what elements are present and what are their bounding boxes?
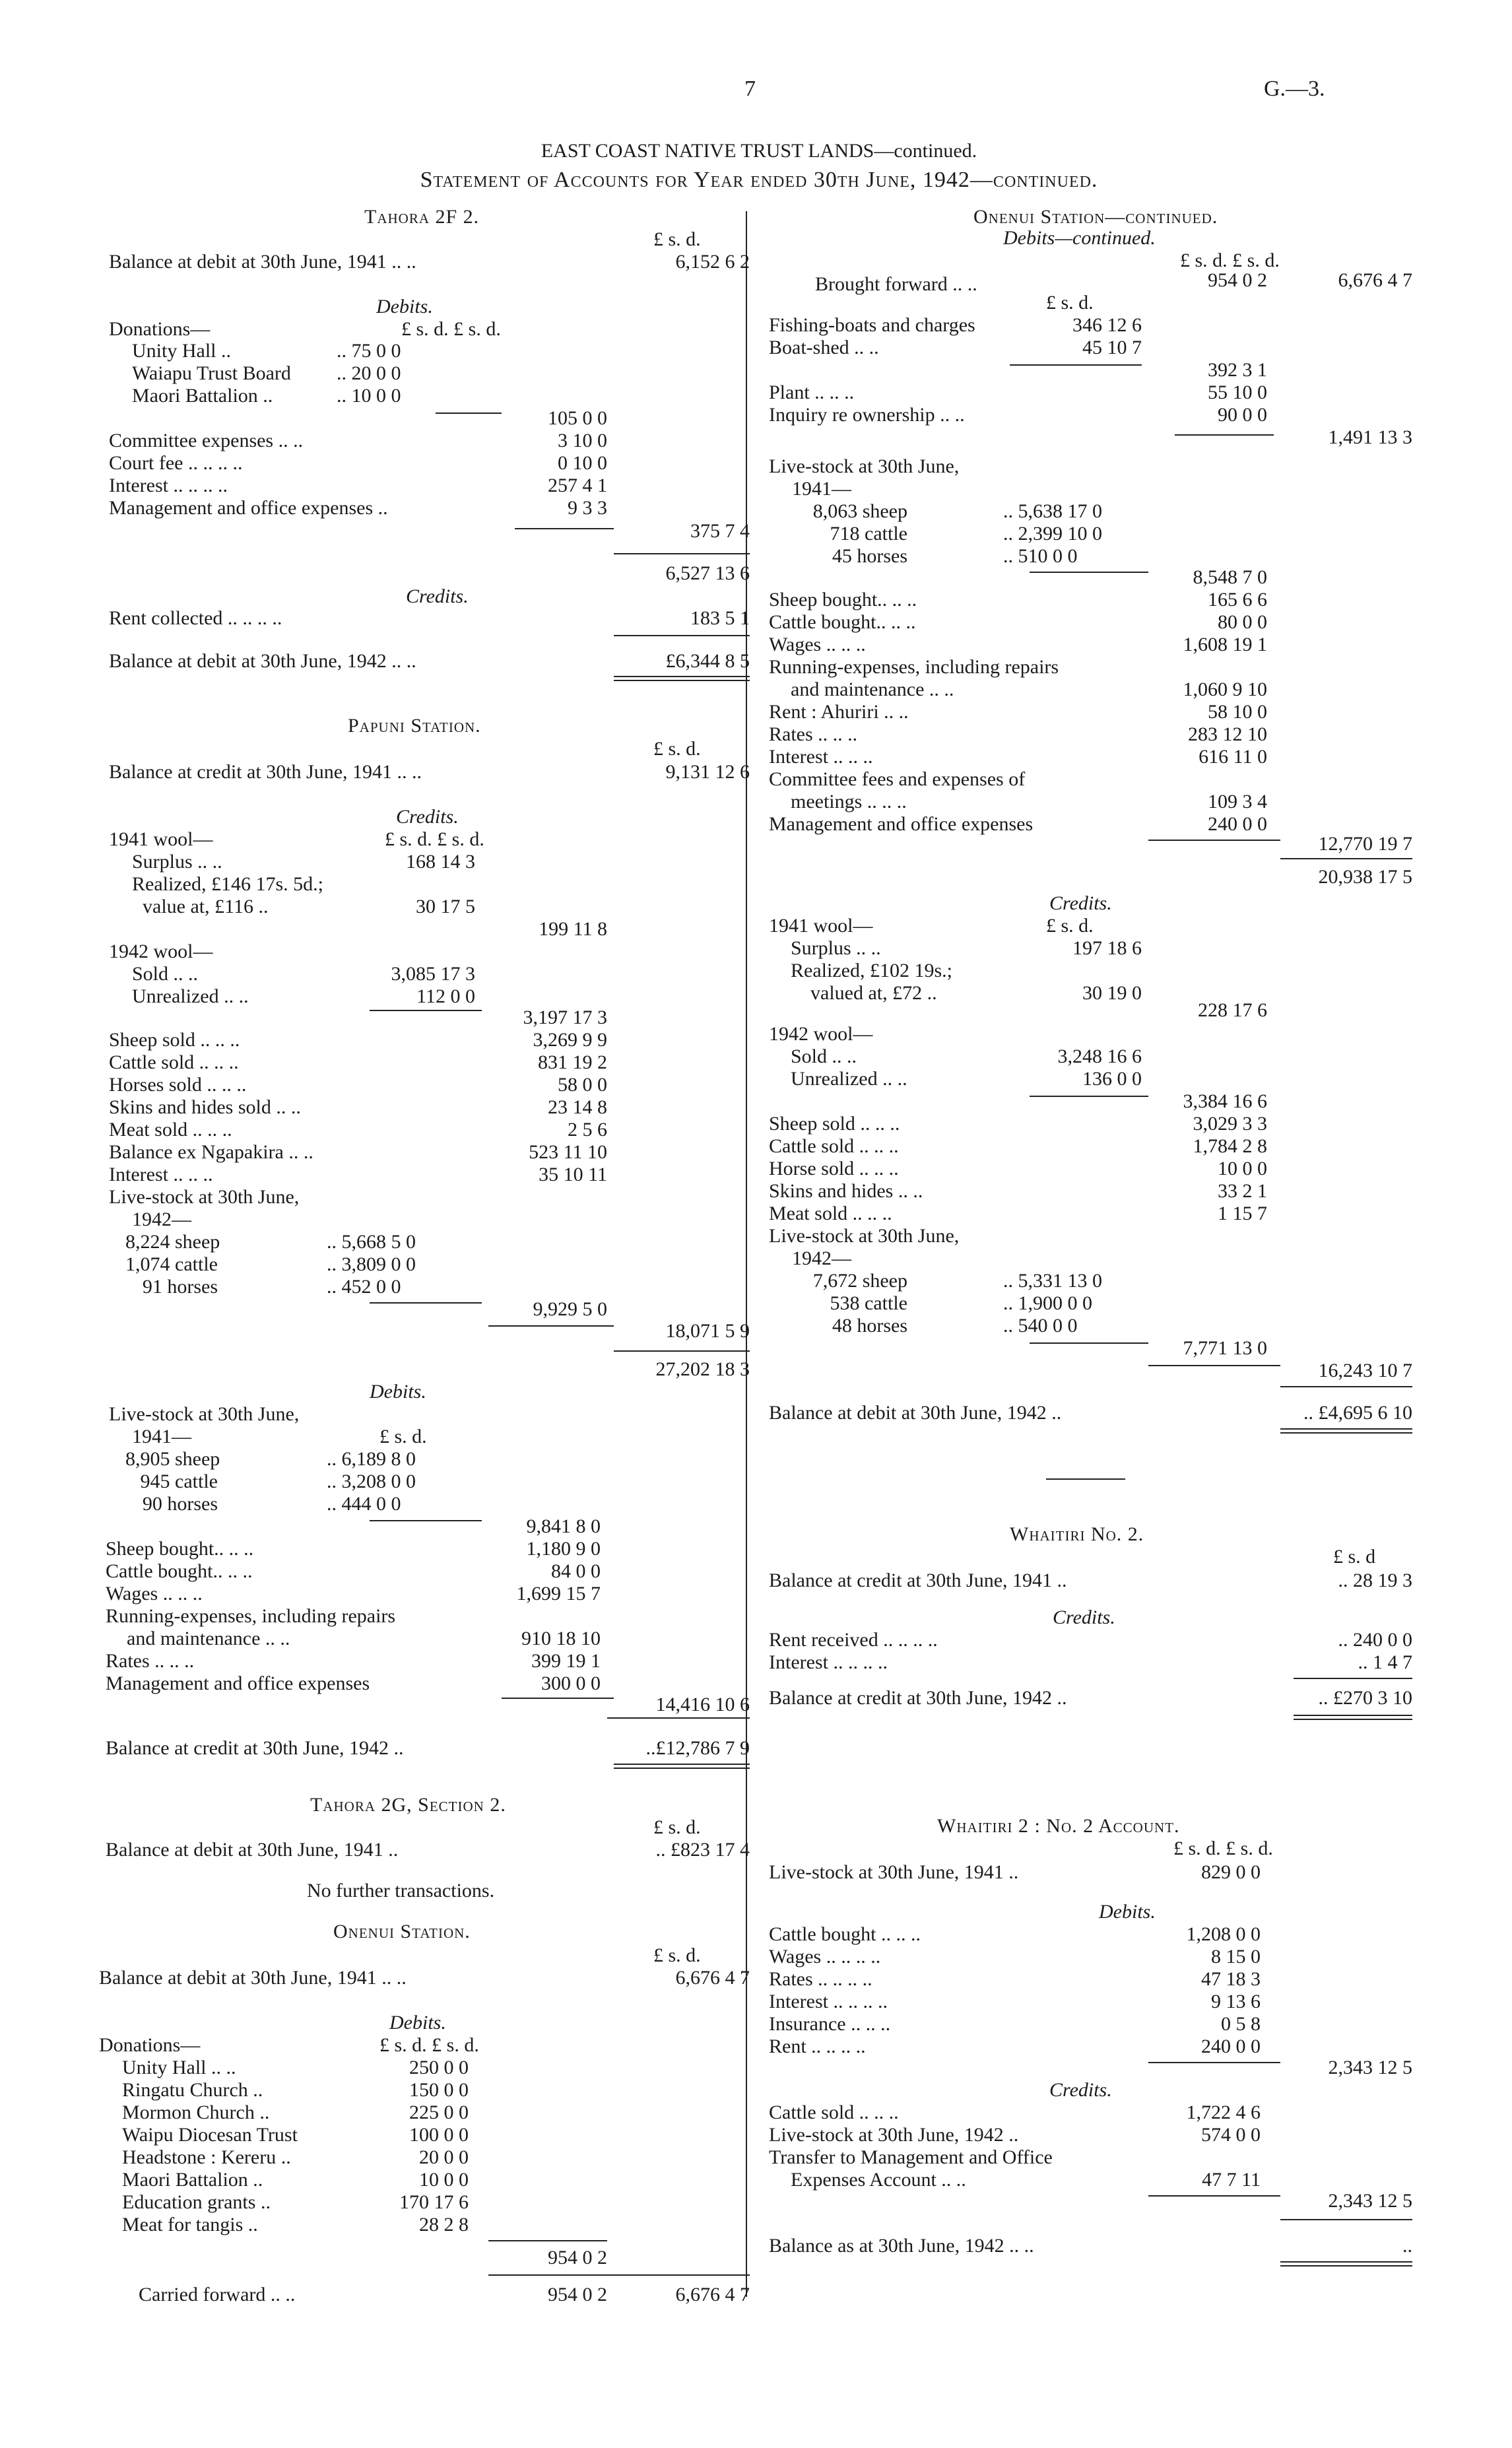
list-item-value: 55 10 0 xyxy=(1208,381,1267,403)
onenui-carried-value2: 6,676 4 7 xyxy=(675,2284,750,2305)
rule xyxy=(1030,1342,1148,1344)
rule xyxy=(1030,1096,1148,1097)
list-item-value: 574 0 0 xyxy=(1201,2124,1261,2146)
rule xyxy=(1148,2062,1280,2063)
onenui-debits-total: 12,770 19 7 xyxy=(1318,833,1412,855)
onenui-livestock-total: 8,548 7 0 xyxy=(1193,566,1267,588)
tahora2f2-opening-label: Balance at debit at 30th June, 1941 .. .. xyxy=(109,251,416,273)
papuni-wool1941-total: 199 11 8 xyxy=(539,918,607,940)
list-item: and maintenance .. .. xyxy=(127,1628,290,1649)
onenui-wool1941-label: 1941 wool— xyxy=(769,915,873,937)
onenui-group1-total: 392 3 1 xyxy=(1208,359,1267,381)
list-item: Meat sold .. .. .. xyxy=(109,1119,232,1141)
onenui-brought-value2: 6,676 4 7 xyxy=(1338,269,1412,291)
list-item: Unrealized .. .. xyxy=(791,1068,907,1090)
rule xyxy=(1294,1678,1412,1679)
onenui-cont-subheading: Debits—continued. xyxy=(1003,227,1156,249)
papuni-sum: 27,202 18 3 xyxy=(655,1358,750,1380)
onenui-livestock-year: 1941— xyxy=(792,478,851,500)
onenui-credits-total: 16,243 10 7 xyxy=(1318,1360,1412,1381)
rule xyxy=(488,2274,750,2276)
list-item: Waiapu Trust Board xyxy=(132,362,291,384)
list-item-value: .. 3,208 0 0 xyxy=(327,1471,416,1492)
papuni-livestock-year: 1942— xyxy=(132,1208,191,1230)
tahora2f2-rent-value: 183 5 1 xyxy=(690,607,750,629)
list-item: 1,074 cattle xyxy=(125,1253,218,1275)
list-item: Insurance .. .. .. xyxy=(769,2013,891,2035)
onenui-wool1942-total: 3,384 16 6 xyxy=(1183,1090,1267,1112)
papuni-debits-total: 14,416 10 6 xyxy=(655,1694,750,1715)
list-item: Cattle sold .. .. .. xyxy=(769,2101,899,2123)
onenui-wool1942-label: 1942 wool— xyxy=(769,1023,873,1045)
list-item-value: 3 10 0 xyxy=(558,430,607,451)
list-item: Running-expenses, including repairs xyxy=(769,656,1059,678)
onenui-subtotal1: 1,491 13 3 xyxy=(1328,426,1412,448)
rule xyxy=(1280,2219,1412,2220)
onenui-closing-label: Balance at debit at 30th June, 1942 .. xyxy=(769,1402,1062,1424)
list-item-value: 150 0 0 xyxy=(409,2079,469,2101)
tahora2g-heading: Tahora 2G, Section 2. xyxy=(310,1794,506,1816)
list-item-value: 33 2 1 xyxy=(1218,1180,1267,1202)
list-item: Rates .. .. .. xyxy=(769,723,858,745)
list-item-value: .. 1 4 7 xyxy=(1358,1651,1412,1673)
rule xyxy=(370,1302,482,1304)
list-item-value: 10 0 0 xyxy=(1218,1158,1267,1179)
tahora2f2-debits-heading: Debits. xyxy=(376,296,433,317)
list-item: Meat sold .. .. .. xyxy=(769,1203,892,1224)
papuni-currency: £ s. d. xyxy=(653,738,701,760)
whaitiri2acc-closing-label: Balance as at 30th June, 1942 .. .. xyxy=(769,2235,1034,2257)
whaitiri2-opening-label: Balance at credit at 30th June, 1941 .. xyxy=(769,1570,1067,1591)
list-item-value: 28 2 8 xyxy=(419,2214,469,2235)
whaitiri2acc-heading: Whaitiri 2 : No. 2 Account. xyxy=(937,1815,1180,1837)
list-item: and maintenance .. .. xyxy=(791,678,954,700)
rule xyxy=(1280,1386,1412,1387)
list-item-value: 9 3 3 xyxy=(568,497,607,519)
list-item: 8,905 sheep xyxy=(125,1448,220,1470)
rule xyxy=(1148,840,1280,841)
onenui-donations-label: Donations— xyxy=(99,2034,201,2056)
onenui-livestock42-label: Live-stock at 30th June, xyxy=(769,1225,960,1247)
list-item: Skins and hides sold .. .. xyxy=(109,1096,301,1118)
onenui-brought-value: 954 0 2 xyxy=(1208,269,1267,291)
rule xyxy=(370,1010,482,1011)
rule xyxy=(1280,2265,1412,2266)
onenui-opening-value: 6,676 4 7 xyxy=(675,1967,750,1989)
list-item-value: 80 0 0 xyxy=(1218,611,1267,633)
list-item-value: 240 0 0 xyxy=(1208,813,1267,835)
rule xyxy=(1294,1715,1412,1716)
tahora2f2-donations-label: Donations— xyxy=(109,318,211,340)
papuni-livestock-label: Live-stock at 30th June, xyxy=(109,1186,300,1208)
rule xyxy=(614,553,750,554)
list-item: Maori Battalion .. xyxy=(122,2169,263,2191)
tahora2g-opening-value: .. £823 17 4 xyxy=(655,1839,750,1861)
whaitiri2-opening-value: .. 28 19 3 xyxy=(1338,1570,1412,1591)
rule xyxy=(488,2240,607,2241)
whaitiri2-closing-label: Balance at credit at 30th June, 1942 .. xyxy=(769,1687,1067,1709)
list-item-value: .. 20 0 0 xyxy=(337,362,401,384)
list-item: 718 cattle xyxy=(830,523,907,545)
list-item: Surplus .. .. xyxy=(132,851,222,873)
list-item: Cattle sold .. .. .. xyxy=(769,1135,899,1157)
whaitiri2acc-debits-heading: Debits. xyxy=(1099,1901,1156,1923)
papuni-wool1941-label: 1941 wool— xyxy=(109,828,213,850)
whaitiri2acc-columns: £ s. d. £ s. d. xyxy=(1173,1837,1273,1859)
rule xyxy=(370,1520,482,1521)
list-item-value: 0 10 0 xyxy=(558,452,607,474)
rule xyxy=(1175,434,1274,436)
list-item: value at, £116 .. xyxy=(143,896,269,917)
list-item: Running-expenses, including repairs xyxy=(106,1605,396,1627)
list-item-value: 20 0 0 xyxy=(419,2146,469,2168)
papuni-debits-heading: Debits. xyxy=(370,1381,426,1403)
tahora2f2-debit-columns: £ s. d. £ s. d. xyxy=(401,318,501,340)
tahora2g-note: No further transactions. xyxy=(307,1880,495,1902)
papuni-livestock1941-label: Live-stock at 30th June, xyxy=(109,1403,300,1425)
list-item: Ringatu Church .. xyxy=(122,2079,263,2101)
list-item-value: 346 12 6 xyxy=(1072,314,1142,336)
list-item-value: 257 4 1 xyxy=(548,475,607,496)
list-item: 7,672 sheep xyxy=(812,1270,907,1292)
list-item-value: 10 0 0 xyxy=(419,2169,469,2191)
list-item-value: 910 18 10 xyxy=(521,1628,601,1649)
list-item-value: .. 10 0 0 xyxy=(337,385,401,407)
papuni-wool1942-label: 1942 wool— xyxy=(109,941,213,962)
tahora2f2-closing-value: £6,344 8 5 xyxy=(665,650,750,672)
list-item-value: .. 3,809 0 0 xyxy=(327,1253,416,1275)
list-item-value: 3,248 16 6 xyxy=(1057,1045,1142,1067)
list-item: Maori Battalion .. xyxy=(132,385,273,407)
rule xyxy=(614,1350,750,1352)
tahora2f2-donations-total: 105 0 0 xyxy=(548,407,607,429)
list-item: Fishing-boats and charges xyxy=(769,314,975,336)
list-item-value: 197 18 6 xyxy=(1072,937,1142,959)
list-item: Interest .. .. .. .. xyxy=(109,475,228,496)
list-item-value: 58 10 0 xyxy=(1208,701,1267,723)
list-item: Sold .. .. xyxy=(791,1045,857,1067)
papuni-opening-label: Balance at credit at 30th June, 1941 .. .. xyxy=(109,761,422,783)
papuni-credits-total: 18,071 5 9 xyxy=(665,1320,750,1342)
list-item: Unity Hall .. xyxy=(132,340,231,362)
list-item: 91 horses xyxy=(142,1276,218,1298)
list-item: Interest .. .. .. .. xyxy=(769,1991,888,2012)
list-item: valued at, £72 .. xyxy=(810,982,937,1004)
tahora2g-currency: £ s. d. xyxy=(653,1816,701,1838)
rule xyxy=(1280,2261,1412,2263)
list-item-value: 170 17 6 xyxy=(399,2191,469,2213)
list-item: Surplus .. .. xyxy=(791,937,881,959)
onenui-cont-heading: Onenui Station—continued. xyxy=(973,206,1218,228)
list-item-value: .. 1,900 0 0 xyxy=(1003,1292,1092,1314)
list-item: Rates .. .. .. .. xyxy=(769,1968,872,1990)
papuni-closing-value: ..£12,786 7 9 xyxy=(645,1737,750,1759)
list-item: Skins and hides .. .. xyxy=(769,1180,923,1202)
list-item-value: 283 12 10 xyxy=(1188,723,1267,745)
tahora2f2-debits-total: 375 7 4 xyxy=(690,520,750,542)
list-item: Cattle bought.. .. .. xyxy=(106,1560,253,1582)
onenui-group1-columns: £ s. d. xyxy=(1046,292,1094,314)
list-item: Rent received .. .. .. .. xyxy=(769,1629,938,1651)
tahora2g-opening-label: Balance at debit at 30th June, 1941 .. xyxy=(106,1839,399,1861)
list-item: Horses sold .. .. .. xyxy=(109,1074,247,1096)
list-item: 538 cattle xyxy=(830,1292,907,1314)
rule xyxy=(488,1325,614,1327)
list-item-value: .. 2,399 10 0 xyxy=(1003,523,1102,545)
list-item: Education grants .. xyxy=(122,2191,271,2213)
list-item: Cattle bought .. .. .. xyxy=(769,1923,921,1945)
rule xyxy=(1280,1428,1412,1430)
tahora2f2-currency: £ s. d. xyxy=(653,228,701,250)
list-item: Expenses Account .. .. xyxy=(791,2169,966,2191)
onenui-livestock-label: Live-stock at 30th June, xyxy=(769,455,960,477)
list-item-value: .. 240 0 0 xyxy=(1338,1629,1412,1651)
rule xyxy=(1010,364,1142,366)
onenui-currency: £ s. d. xyxy=(653,1944,701,1966)
list-item-value: 1,608 19 1 xyxy=(1183,634,1267,655)
papuni-debit-columns: £ s. d. xyxy=(379,1426,427,1447)
list-item: 8,063 sheep xyxy=(812,500,907,522)
list-item-value: 35 10 11 xyxy=(539,1164,607,1185)
list-item-value: .. 510 0 0 xyxy=(1003,545,1078,567)
onenui-wool1941-total: 228 17 6 xyxy=(1198,999,1267,1021)
list-item: Horse sold .. .. .. xyxy=(769,1158,899,1179)
list-item: 8,224 sheep xyxy=(125,1231,220,1253)
list-item: Cattle bought.. .. .. xyxy=(769,611,916,633)
page-number: 7 xyxy=(744,77,756,101)
rule xyxy=(614,635,750,636)
tahora2f2-sum: 6,527 13 6 xyxy=(665,562,750,584)
list-item-value: 1,722 4 6 xyxy=(1186,2101,1261,2123)
rule xyxy=(1030,572,1148,573)
list-item-value: 90 0 0 xyxy=(1218,404,1267,426)
list-item: Unrealized .. .. xyxy=(132,985,249,1007)
tahora2f2-rent-label: Rent collected .. .. .. .. xyxy=(109,607,282,629)
list-item: Cattle sold .. .. .. xyxy=(109,1051,239,1073)
list-item-value: 100 0 0 xyxy=(409,2124,469,2146)
whaitiri2acc-debits-total: 2,343 12 5 xyxy=(1328,2057,1412,2078)
rule xyxy=(614,676,750,677)
list-item: Sold .. .. xyxy=(132,963,199,985)
list-item: 48 horses xyxy=(832,1315,907,1337)
list-item-value: .. 6,189 8 0 xyxy=(327,1448,416,1470)
list-item-value: .. 75 0 0 xyxy=(337,340,401,362)
list-item: Balance ex Ngapakira .. .. xyxy=(109,1141,313,1163)
papuni-livestock1941-year: 1941— xyxy=(132,1426,191,1447)
whaitiri2acc-opening-value: 829 0 0 xyxy=(1201,1861,1261,1883)
rule xyxy=(1148,1365,1280,1366)
list-item-value: 109 3 4 xyxy=(1208,791,1267,812)
list-item: Sheep bought.. .. .. xyxy=(106,1538,254,1560)
onenui-livestock42-year: 1942— xyxy=(792,1247,851,1269)
rule xyxy=(1280,1432,1412,1434)
papuni-heading: Papuni Station. xyxy=(348,715,481,737)
rule xyxy=(614,1768,750,1769)
list-item: Interest .. .. .. xyxy=(109,1164,213,1185)
onenui-debits-heading: Debits. xyxy=(389,2012,446,2034)
list-item: meetings .. .. .. xyxy=(791,791,907,812)
list-item-value: 1 15 7 xyxy=(1218,1203,1267,1224)
list-item-value: 112 0 0 xyxy=(416,985,475,1007)
list-item-value: 3,029 3 3 xyxy=(1193,1113,1267,1135)
list-item-value: 250 0 0 xyxy=(409,2057,469,2078)
tahora2f2-heading: Tahora 2F 2. xyxy=(364,206,480,228)
list-item-value: 58 0 0 xyxy=(558,1074,607,1096)
list-item-value: 3,085 17 3 xyxy=(391,963,475,985)
list-item: Rates .. .. .. xyxy=(106,1650,195,1672)
section-separator xyxy=(1046,1478,1125,1480)
onenui-credits-heading: Credits. xyxy=(1049,892,1112,914)
onenui-heading: Onenui Station. xyxy=(333,1921,471,1942)
onenui-donations-total: 954 0 2 xyxy=(548,2247,607,2268)
list-item: Rent : Ahuriri .. .. xyxy=(769,701,909,723)
list-item: Meat for tangis .. xyxy=(122,2214,258,2235)
list-item: Boat-shed .. .. xyxy=(769,337,879,358)
whaitiri2-heading: Whaitiri No. 2. xyxy=(1010,1523,1144,1545)
list-item-value: 240 0 0 xyxy=(1201,2035,1261,2057)
list-item-value: 2 5 6 xyxy=(568,1119,607,1141)
onenui-carried-label: Carried forward .. .. xyxy=(139,2284,296,2305)
list-item: Waipu Diocesan Trust xyxy=(122,2124,298,2146)
document-subtitle: Statement of Accounts for Year ended 30th June, 1942—continued. xyxy=(420,168,1098,192)
list-item-value: 523 11 10 xyxy=(529,1141,607,1163)
list-item-value: 168 14 3 xyxy=(406,851,475,873)
list-item-value: 1,784 2 8 xyxy=(1193,1135,1267,1157)
onenui-sum: 20,938 17 5 xyxy=(1318,866,1412,888)
list-item-value: 300 0 0 xyxy=(541,1672,601,1694)
list-item-value: 23 14 8 xyxy=(548,1096,607,1118)
list-item-value: 399 19 1 xyxy=(531,1650,601,1672)
list-item-value: 831 19 2 xyxy=(538,1051,607,1073)
list-item: Realized, £102 19s.; xyxy=(791,960,952,981)
list-item: Sheep bought.. .. .. xyxy=(769,589,917,611)
list-item-value: 225 0 0 xyxy=(409,2101,469,2123)
whaitiri2acc-closing-value: .. xyxy=(1402,2235,1412,2257)
list-item: Transfer to Management and Office xyxy=(769,2146,1053,2168)
onenui-livestock42-total: 7,771 13 0 xyxy=(1183,1337,1267,1359)
list-item-value: 30 17 5 xyxy=(416,896,475,917)
list-item-value: 1,180 9 0 xyxy=(526,1538,601,1560)
rule xyxy=(1294,1719,1412,1720)
list-item: Wages .. .. .. .. xyxy=(769,1946,881,1968)
papuni-wool1942-total: 3,197 17 3 xyxy=(523,1007,607,1028)
papuni-livestock1941-total: 9,841 8 0 xyxy=(526,1515,601,1537)
rule xyxy=(502,1698,614,1699)
rule xyxy=(1280,858,1412,859)
list-item-value: 45 10 7 xyxy=(1082,337,1142,358)
onenui-brought-label: Brought forward .. .. xyxy=(815,273,977,295)
list-item-value: .. 540 0 0 xyxy=(1003,1315,1078,1337)
list-item-value: 616 11 0 xyxy=(1199,746,1267,768)
onenui-closing-value: .. £4,695 6 10 xyxy=(1303,1402,1412,1424)
papuni-opening-value: 9,131 12 6 xyxy=(665,761,750,783)
onenui-credit-columns: £ s. d. xyxy=(1046,915,1094,937)
rule xyxy=(614,1764,750,1765)
papuni-credits-heading: Credits. xyxy=(396,806,459,828)
list-item-value: 30 19 0 xyxy=(1082,982,1142,1004)
list-item-value: 165 6 6 xyxy=(1208,589,1267,611)
list-item-value: 1,208 0 0 xyxy=(1186,1923,1261,1945)
list-item: Headstone : Kereru .. xyxy=(122,2146,291,2168)
list-item: Committee expenses .. .. xyxy=(109,430,304,451)
list-item-value: 9 13 6 xyxy=(1211,1991,1261,2012)
list-item-value: 1,060 9 10 xyxy=(1183,678,1267,700)
list-item: Inquiry re ownership .. .. xyxy=(769,404,965,426)
onenui-debit-columns: £ s. d. £ s. d. xyxy=(379,2034,479,2056)
list-item-value: .. 452 0 0 xyxy=(327,1276,401,1298)
document-title: EAST COAST NATIVE TRUST LANDS—continued. xyxy=(541,140,977,162)
papuni-closing-label: Balance at credit at 30th June, 1942 .. xyxy=(106,1737,404,1759)
rule xyxy=(614,680,750,681)
list-item: Interest .. .. .. .. xyxy=(769,1651,888,1673)
list-item-value: 84 0 0 xyxy=(551,1560,601,1582)
list-item: Management and office expenses xyxy=(106,1672,370,1694)
list-item: Sheep sold .. .. .. xyxy=(109,1029,240,1051)
list-item-value: .. 5,668 5 0 xyxy=(327,1231,416,1253)
papuni-livestock-total: 9,929 5 0 xyxy=(533,1298,607,1320)
list-item: 945 cattle xyxy=(140,1471,218,1492)
rule xyxy=(1148,2195,1280,2197)
whaitiri2acc-opening-label: Live-stock at 30th June, 1941 .. xyxy=(769,1861,1019,1883)
whaitiri2-credits-heading: Credits. xyxy=(1053,1606,1115,1628)
list-item: Rent .. .. .. .. xyxy=(769,2035,866,2057)
list-item: Plant .. .. .. xyxy=(769,381,855,403)
list-item-value: .. 5,331 13 0 xyxy=(1003,1270,1102,1292)
list-item: 45 horses xyxy=(832,545,907,567)
list-item: 90 horses xyxy=(142,1493,218,1515)
list-item-value: 47 7 11 xyxy=(1202,2169,1261,2191)
list-item: Management and office expenses xyxy=(769,813,1034,835)
list-item: Wages .. .. .. xyxy=(769,634,866,655)
list-item: Wages .. .. .. xyxy=(106,1583,203,1604)
whaitiri2acc-credits-heading: Credits. xyxy=(1049,2079,1112,2101)
list-item-value: 0 5 8 xyxy=(1221,2013,1261,2035)
list-item-value: 136 0 0 xyxy=(1082,1068,1142,1090)
whaitiri2-closing-value: .. £270 3 10 xyxy=(1318,1687,1412,1709)
rule xyxy=(515,528,614,529)
tahora2f2-opening-value: 6,152 6 2 xyxy=(675,251,750,273)
rule xyxy=(607,1717,750,1719)
list-item: Unity Hall .. .. xyxy=(122,2057,236,2078)
onenui-cont-columns: £ s. d. £ s. d. xyxy=(1180,249,1280,271)
onenui-carried-value: 954 0 2 xyxy=(548,2284,607,2305)
list-item-value: .. 5,638 17 0 xyxy=(1003,500,1102,522)
list-item-value: 3,269 9 9 xyxy=(533,1029,607,1051)
list-item: Management and office expenses .. xyxy=(109,497,388,519)
report-code: G.—3. xyxy=(1264,77,1325,101)
whaitiri2-currency: £ s. d xyxy=(1333,1546,1376,1568)
list-item: Committee fees and expenses of xyxy=(769,768,1026,790)
list-item-value: .. 444 0 0 xyxy=(327,1493,401,1515)
list-item-value: 47 18 3 xyxy=(1201,1968,1261,1990)
list-item: Sheep sold .. .. .. xyxy=(769,1113,900,1135)
list-item: Realized, £146 17s. 5d.; xyxy=(132,873,323,895)
list-item: Mormon Church .. xyxy=(122,2101,270,2123)
tahora2f2-closing-label: Balance at debit at 30th June, 1942 .. .. xyxy=(109,650,416,672)
list-item: Interest .. .. .. xyxy=(769,746,873,768)
list-item-value: 1,699 15 7 xyxy=(516,1583,601,1604)
papuni-credit-columns: £ s. d. £ s. d. xyxy=(385,828,484,850)
list-item-value: 8 15 0 xyxy=(1211,1946,1261,1968)
whaitiri2acc-credits-total: 2,343 12 5 xyxy=(1328,2190,1412,2212)
tahora2f2-credits-heading: Credits. xyxy=(406,585,469,607)
onenui-opening-label: Balance at debit at 30th June, 1941 .. .. xyxy=(99,1967,407,1989)
list-item: Court fee .. .. .. .. xyxy=(109,452,243,474)
list-item: Live-stock at 30th June, 1942 .. xyxy=(769,2124,1019,2146)
